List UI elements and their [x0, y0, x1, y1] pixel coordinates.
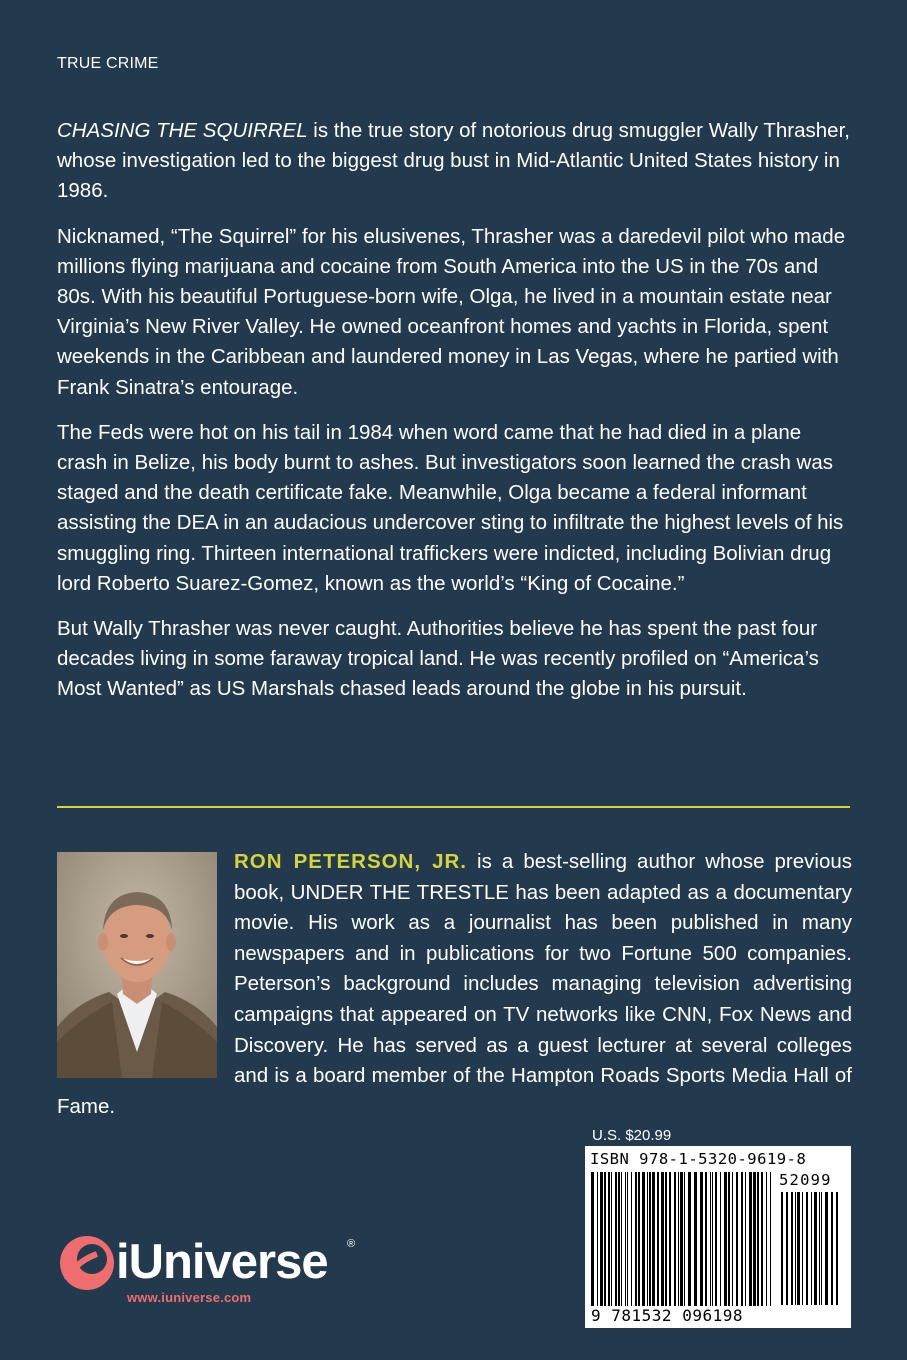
divider-line [57, 806, 850, 808]
description-paragraph-4: But Wally Thrasher was never caught. Authorities believe he has spent the past four decades living in some faraway tropical land. He was recently profiled on “America’s Most Wanted” as US Marshals chased leads around the globe in his pursuit. [57, 617, 819, 701]
description-text: is the true story of notorious drug smuggler Wally Thrasher, whose investigation led to the biggest drug bust in Mid-Atlantic United States history in 1986. [57, 119, 850, 203]
barcode-bar [795, 1192, 796, 1305]
book-title: CHASING THE SQUIRREL [57, 119, 308, 142]
barcode-bar [741, 1172, 743, 1306]
barcode-bar [688, 1172, 691, 1306]
price-code: 52099 [779, 1171, 832, 1189]
barcode-bar [757, 1172, 759, 1306]
description-paragraph-2: Nicknamed, “The Squirrel” for his elusivenes, Thrasher was a daredevil pilot who made millions flying marijuana and cocaine from South America into the US in the 70s and 80s. With his beautiful Portuguese-born wife, Olga, he lived in a mountain estate near Virginia’s New River Valley. He owned oceanfront homes and yachts in Florida, spent weekends in the Caribbean and laundered money in Las Vegas, where he partied with Frank Sinatra’s entourage. [57, 224, 846, 399]
author-photo [57, 852, 217, 1078]
barcode-bar [638, 1172, 640, 1306]
barcode-bar [712, 1172, 713, 1306]
barcode-bar [669, 1172, 671, 1306]
barcode-bar [831, 1192, 833, 1305]
barcode-bar [642, 1172, 645, 1306]
description-paragraph-1 [57, 116, 852, 207]
barcode-bar [674, 1172, 676, 1306]
barcode-bar [766, 1172, 767, 1306]
author-bio [57, 847, 852, 1122]
barcode-bar [821, 1192, 822, 1305]
barcode-bar [724, 1172, 727, 1306]
barcode-bar [791, 1192, 793, 1305]
barcode-bar [652, 1172, 655, 1306]
barcode-bar [753, 1172, 756, 1306]
author-bio-text: is a best-selling author whose previous book, UNDER THE TRESTLE has been adapted as a documentary movie. His work as a journalist has been published in many newspapers and in publications for two Fortune 500 companies. Peterson’s background includes managing television advertising campaigns that appeared on TV networks like CNN, Fox News and Discovery. He has served as a guest lecturer at several colleges and is a board member of the Hampton Roads Sports Media Hall of Fame. [57, 850, 852, 1118]
barcode-bar [797, 1192, 800, 1305]
barcode-bar [635, 1172, 637, 1306]
author-portrait-icon [57, 852, 217, 1078]
barcode-bar [615, 1172, 617, 1306]
publisher-url: www.iuniverse.com [127, 1290, 252, 1305]
ean-barcode-icon [591, 1172, 775, 1306]
barcode-bar [694, 1172, 697, 1306]
ean-digits: 9 781532 096198 [591, 1306, 743, 1325]
barcode-bar [661, 1172, 664, 1306]
barcode-bar [647, 1172, 648, 1306]
barcode-bar [736, 1172, 738, 1306]
barcode-bar [631, 1172, 632, 1306]
barcode-bar [811, 1192, 812, 1305]
barcode-bar [680, 1172, 683, 1306]
description-paragraph-3: The Feds were hot on his tail in 1984 when word came that he had died in a plane crash in Belize, his body burnt to ashes. But investigators soon learned the crash was staged and the death certificate fake. Meanwhile, Olga became a federal informant assisting the DEA in an audacious undercover sting to infiltrate the highest levels of his smuggling ring. Thirteen international traffickers were indicted, including Bolivian drug lord Roberto Suarez-Gomez, known as the world’s “King of Cocaine.” [57, 420, 844, 595]
barcode-bar [700, 1172, 703, 1306]
barcode-bar [591, 1172, 594, 1306]
barcode-bar [728, 1172, 730, 1306]
genre-label: TRUE CRIME [57, 55, 159, 72]
barcode-bar [608, 1172, 610, 1306]
registered-mark: ® [347, 1238, 356, 1250]
barcode-bar [649, 1172, 651, 1306]
barcode-bar [819, 1192, 820, 1305]
barcode-bar [684, 1172, 685, 1306]
barcode-bar [786, 1192, 788, 1305]
barcode-bar [732, 1172, 733, 1306]
barcode-bar [625, 1172, 626, 1306]
book-description [57, 116, 852, 720]
barcode-bar [720, 1172, 721, 1306]
barcode-bar [836, 1192, 838, 1305]
barcode-bar [761, 1172, 763, 1306]
publisher-name: iUniverse [116, 1235, 328, 1289]
isbn-barcode [585, 1146, 851, 1328]
price-label: U.S. $20.99 [592, 1127, 672, 1144]
barcode-bar [705, 1172, 707, 1306]
barcode-bar [781, 1192, 783, 1305]
barcode-bar [627, 1172, 628, 1306]
barcode-bar [597, 1172, 598, 1306]
barcode-bar [749, 1172, 752, 1306]
publisher-logo [57, 1230, 367, 1310]
barcode-bar [665, 1172, 667, 1306]
author-name: RON PETERSON, JR. [234, 850, 467, 873]
barcode-bar [715, 1172, 717, 1306]
barcode-bar [814, 1192, 817, 1305]
barcode-bar [745, 1172, 746, 1306]
barcode-bar [710, 1172, 711, 1306]
barcode-bar [604, 1172, 606, 1306]
barcode-bar [802, 1192, 803, 1305]
barcode-bar [600, 1172, 603, 1306]
barcode-bar [825, 1192, 828, 1305]
barcode-bar [657, 1172, 659, 1306]
barcode-bar [678, 1172, 679, 1306]
barcode-bar [621, 1172, 622, 1306]
barcode-bar [611, 1172, 612, 1306]
isbn-number: ISBN 978-1-5320-9619-8 [590, 1150, 807, 1168]
barcode-bar [770, 1172, 771, 1306]
iuniverse-logo-icon [57, 1232, 117, 1294]
barcode-bar [618, 1172, 620, 1306]
barcode-bar [806, 1192, 808, 1305]
price-barcode-icon [781, 1192, 843, 1305]
